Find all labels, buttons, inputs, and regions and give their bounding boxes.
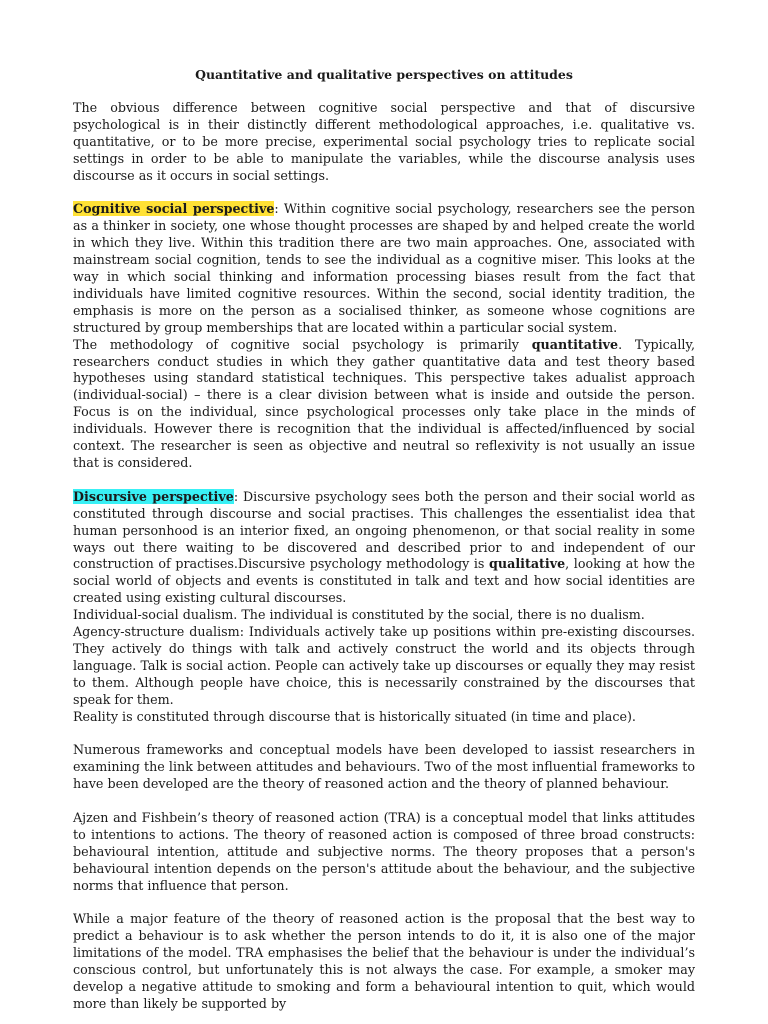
cognitive-method-bold: quantitative [531,336,619,352]
dualism-paragraph: Individual-social dualism. The individual is constituted by the social, there is no dualism. [73,607,645,623]
document-title: Quantitative and qualitative perspectives on attitudes [195,67,573,82]
agency-paragraph: Agency-structure dualism: Individuals actively take up positions within pre-existing discourses. They actively do things with talk and actively construct the world and its objects through language. Talk is social action. People can actively take up discourses or equally they may resist to them. Although people have choice, this is necessarily constrained by the discourses that speak for them. [73,624,695,707]
discursive-text-pre: : Discursive psychology sees both the person and their social world as constituted through discourse and social practises. This challenges the essentialist idea that human personhood is an interior fixed, an ongoing phenomenon, or that social reality in some ways out there waiting to be discovered and described prior to and independent of our construction of practises.Discursive psychology methodology is [73,488,695,572]
tra-paragraph: Ajzen and Fishbein’s theory of reasoned action (TRA) is a conceptual model that links attitudes to intentions to actions. The theory of reasoned action is composed of three broad constructs: behavioural intention, attitude and subjective norms. The theory proposes that a person's behavioural intention depends on the person's attitude about the behaviour, and the subjective norms that influence that person. [73,810,695,893]
paragraph-gap [73,185,695,202]
paragraph-gap [73,726,695,743]
cognitive-method-paragraph [73,337,695,472]
paragraph-gap [73,895,695,912]
discursive-text-post: , looking at how the social world of objects and events is constituted in talk and text and how social identities are created using existing cultural discourses. [73,556,695,606]
cognitive-paragraph [73,201,695,336]
cognitive-method-post: . Typically, researchers conduct studies in which they gather quantitative data and test theory based hypotheses using standard statistical techniques. This perspective takes adualist approach (individual-social) – there is a clear division between what is inside and outside the person. Focus is on the individual, since psychological processes only take place in the minds of individuals. However there is recognition that the individual is affected/influenced by social context. The researcher is seen as objective and neutral so reflexivity is not usually an issue that is considered. [73,336,695,471]
cognitive-text: : Within cognitive social psychology, researchers see the person as a thinker in society, one whose thought processes are shaped by and helped create the world in which they live. Within this tradition there are two main approaches. One, associated with mainstream social cognition, tends to see the individual as a cognitive miser. This looks at the way in which social thinking and information processing biases result from the fact that individuals have limited cognitive resources. Within the second, social identity tradition, the emphasis is more on the person as a socialised thinker, as someone whose cognitions are structured by group memberships that are located within a particular social system. [73,201,695,335]
limitation-paragraph: While a major feature of the theory of reasoned action is the proposal that the best way to predict a behaviour is to ask whether the person intends to do it, it is also one of the major limitations of the model. TRA emphasises the belief that the behaviour is under the individual’s conscious control, but unfortunately this is not always the case. For example, a smoker may develop a negative attitude to smoking and form a behavioural intention to quit, which would more than likely be supported by [73,911,695,1011]
discursive-heading: Discursive perspective [73,488,234,504]
cognitive-heading: Cognitive social perspective [73,201,275,217]
discursive-paragraph [73,489,695,607]
discursive-text-bold: qualitative [489,556,566,572]
paragraph-gap [73,472,695,489]
reality-paragraph: Reality is constituted through discourse that is historically situated (in time and place). [73,708,636,724]
intro-paragraph: The obvious difference between cognitive social perspective and that of discursive psychological is in their distinctly different methodological approaches, i.e. qualitative vs. quantitative, or to be more precise, experimental social psychology tries to replicate social settings in order to be able to manipulate the variables, while the discourse analysis uses discourse as it occurs in social settings. [73,100,695,183]
paragraph-gap [73,793,695,810]
cognitive-method-pre: The methodology of cognitive social psychology is primarily [73,336,532,352]
frameworks-paragraph: Numerous frameworks and conceptual models have been developed to iassist researchers in examining the link between attitudes and behaviours. Two of the most influential frameworks to have been developed are the theory of reasoned action and the theory of planned behaviour. [73,742,695,792]
